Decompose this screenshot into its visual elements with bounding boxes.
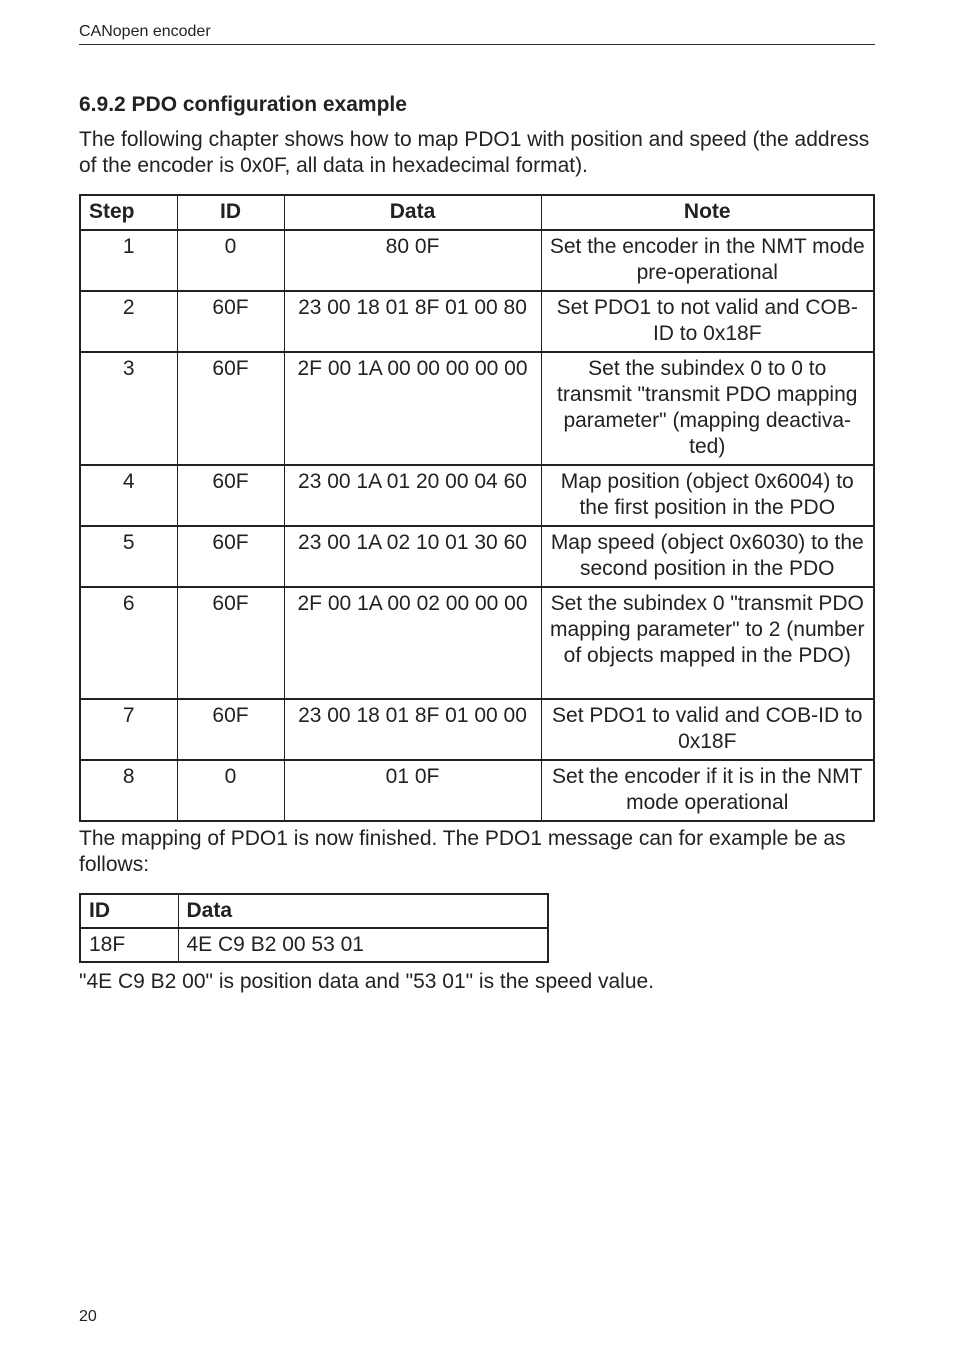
header-title: CANopen encoder xyxy=(79,23,211,40)
id-cell: 60F xyxy=(177,587,284,699)
note-cell: Set PDO1 to not valid and COB-ID to 0x18F xyxy=(541,291,874,352)
section-title: 6.9.2 PDO configuration example xyxy=(79,93,407,116)
step-cell: 5 xyxy=(80,526,177,587)
id-cell: 0 xyxy=(177,760,284,821)
table-row xyxy=(80,465,874,526)
pdo-table-header-row xyxy=(80,894,548,928)
table-row xyxy=(80,230,874,291)
id-cell: 60F xyxy=(177,352,284,465)
step-cell: 3 xyxy=(80,352,177,465)
step-cell: 7 xyxy=(80,699,177,760)
table-row xyxy=(80,760,874,821)
steps-table xyxy=(79,194,875,822)
id-cell: 18F xyxy=(80,928,178,962)
page-header xyxy=(79,22,875,45)
column-header-step: Step xyxy=(80,195,177,230)
data-cell: 2F 00 1A 00 02 00 00 00 xyxy=(284,587,541,699)
mapping-paragraph: The mapping of PDO1 is now finished. The PDO1 message can for example be as follows: xyxy=(79,827,846,876)
steps-table-header-row xyxy=(80,195,874,230)
id-cell: 0 xyxy=(177,230,284,291)
step-cell: 8 xyxy=(80,760,177,821)
table-row xyxy=(80,352,874,465)
step-cell: 1 xyxy=(80,230,177,291)
data-cell: 80 0F xyxy=(284,230,541,291)
id-cell: 60F xyxy=(177,526,284,587)
column-header-note: Note xyxy=(541,195,874,230)
pdo-message-table xyxy=(79,893,549,963)
column-header-id: ID xyxy=(80,894,178,928)
page-number: 20 xyxy=(79,1308,97,1325)
table-row xyxy=(80,526,874,587)
note-cell: Set the encoder in the NMT mode pre-operational xyxy=(541,230,874,291)
id-cell: 60F xyxy=(177,291,284,352)
column-header-data: Data xyxy=(284,195,541,230)
step-cell: 4 xyxy=(80,465,177,526)
column-header-data: Data xyxy=(178,894,548,928)
data-cell: 23 00 1A 01 20 00 04 60 xyxy=(284,465,541,526)
table-row xyxy=(80,928,548,962)
data-cell: 23 00 18 01 8F 01 00 80 xyxy=(284,291,541,352)
column-header-id: ID xyxy=(177,195,284,230)
note-cell: Set the encoder if it is in the NMT mode operational xyxy=(541,760,874,821)
closing-paragraph: "4E C9 B2 00" is position data and "53 01" is the speed value. xyxy=(79,970,655,993)
step-cell: 2 xyxy=(80,291,177,352)
data-cell: 4E C9 B2 00 53 01 xyxy=(178,928,548,962)
note-cell: Map position (object 0x6004) to the first position in the PDO xyxy=(541,465,874,526)
data-cell: 2F 00 1A 00 00 00 00 00 xyxy=(284,352,541,465)
note-cell: Set the subindex 0 to 0 to transmit "transmit PDO mapping parameter" (mapping deactiva-ted) xyxy=(541,352,874,465)
id-cell: 60F xyxy=(177,699,284,760)
intro-paragraph: The following chapter shows how to map PDO1 with position and speed (the address of the encoder is 0x0F, all data in hexadecimal format). xyxy=(79,128,870,177)
id-cell: 60F xyxy=(177,465,284,526)
note-cell: Set PDO1 to valid and COB-ID to 0x18F xyxy=(541,699,874,760)
note-cell: Map speed (object 0x6030) to the second position in the PDO xyxy=(541,526,874,587)
table-row xyxy=(80,699,874,760)
data-cell: 23 00 1A 02 10 01 30 60 xyxy=(284,526,541,587)
table-row xyxy=(80,291,874,352)
data-cell: 23 00 18 01 8F 01 00 00 xyxy=(284,699,541,760)
data-cell: 01 0F xyxy=(284,760,541,821)
note-cell: Set the subindex 0 "transmit PDO mapping parameter" to 2 (number of objects mapped in the PDO) xyxy=(541,587,874,699)
table-row xyxy=(80,587,874,699)
step-cell: 6 xyxy=(80,587,177,699)
